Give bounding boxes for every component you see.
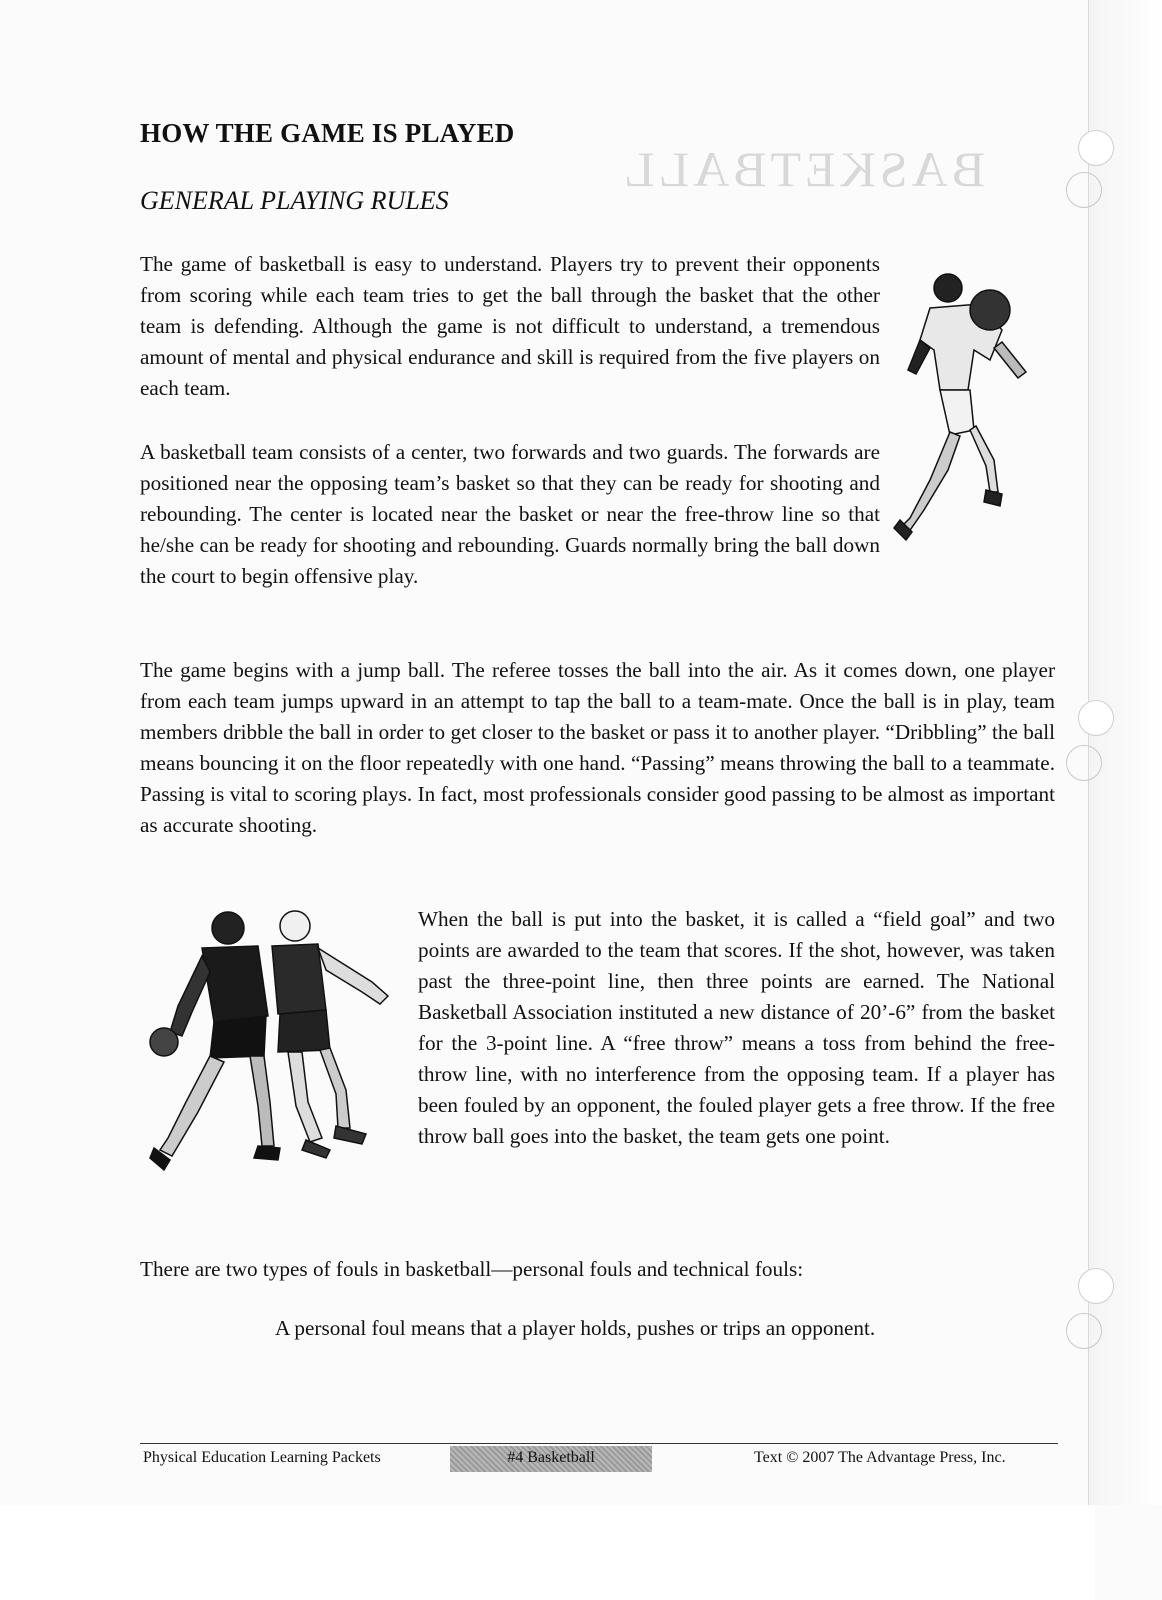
two-basketball-players-dribbling-illustration xyxy=(140,906,395,1196)
punch-hole-middle xyxy=(1078,700,1114,736)
paragraph-personal-foul: A personal foul means that a player holds, pushes or trips an opponent. xyxy=(275,1316,876,1340)
punch-hole-shadow-top xyxy=(1066,172,1102,208)
scan-margin xyxy=(0,1505,1095,1600)
page-title: HOW THE GAME IS PLAYED xyxy=(140,118,515,148)
punch-hole-shadow-bottom xyxy=(1066,1313,1102,1349)
paragraph-positions: A basketball team consists of a center, two forwards and two guards. The forwards are positioned near the opposing team’s basket so that they can be ready for shooting and rebounding. The center is located near the basket or near the free-throw line so that he/she can be ready for shooting and rebounding. Guards normally bring the ball down the court to begin offensive play. xyxy=(140,440,880,588)
footer-divider xyxy=(140,1443,1058,1444)
basketball-player-jumping-illustration xyxy=(890,270,1050,550)
paragraph-fouls: There are two types of fouls in basketball—personal fouls and technical fouls: xyxy=(140,1257,804,1281)
paragraph-intro: The game of basketball is easy to understand. Players try to prevent their opponents from scoring while each team tries to get the ball through the basket that the other team is defending. Although the game is not difficult to understand, a tremendous amount of mental and physical endurance and skill is required from the five players on each team. xyxy=(140,252,880,400)
punch-hole-top xyxy=(1078,130,1114,166)
punch-hole-shadow-middle xyxy=(1066,745,1102,781)
paragraph-jump-ball: The game begins with a jump ball. The referee tosses the ball into the air. As it comes down, one player from each team jumps upward in an attempt to tap the ball to a team-mate. Once the ball is in play, team members dribble the ball in order to get closer to the basket or pass it to another player. “Dribbling” the ball means bouncing it on the floor repeatedly with one hand. “Passing” means throwing the ball to a teammate. Passing is vital to scoring plays. In fact, most professionals consider good passing to be almost as important as accurate shooting. xyxy=(140,658,1055,837)
punch-hole-bottom xyxy=(1078,1268,1114,1304)
footer-series-title: Physical Education Learning Packets xyxy=(143,1449,381,1466)
footer-copyright: Text © 2007 The Advantage Press, Inc. xyxy=(754,1449,1006,1466)
section-subtitle: GENERAL PLAYING RULES xyxy=(140,186,449,215)
bleed-through-title: BASKETBALL xyxy=(620,141,985,197)
footer-packet-label: #4 Basketball xyxy=(450,1446,652,1472)
paragraph-scoring: When the ball is put into the basket, it is called a “field goal” and two points are awarded to the team that scores. If the shot, however, was taken past the three-point line, then three points are earned. The National Basketball Association instituted a new distance of 20’-6” from the basket for the 3-point line. A “free throw” means a toss from behind the free-throw line, with no interference from the opposing team. If a player has been fouled by an opponent, the fouled player gets a free throw. If the free throw ball goes into the basket, the team gets one point. xyxy=(418,907,1055,1148)
